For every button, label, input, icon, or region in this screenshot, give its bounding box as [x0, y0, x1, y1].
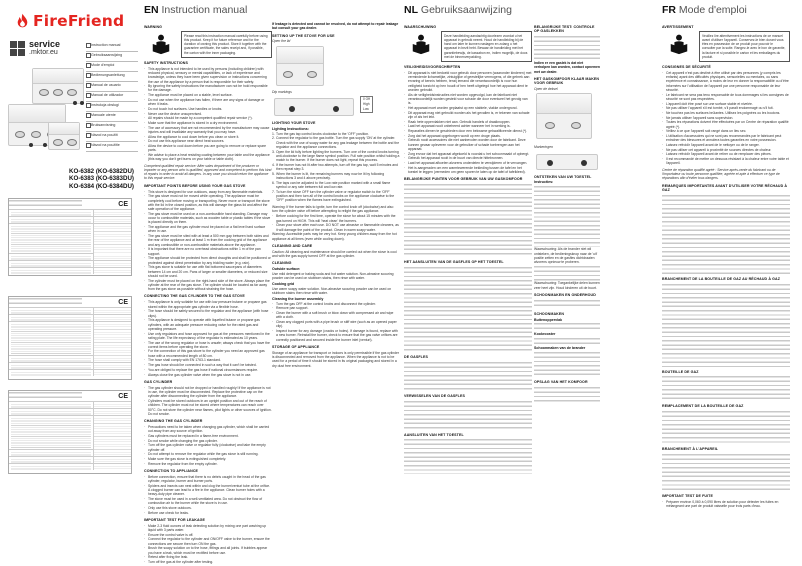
markings-caption: Markeringen	[534, 145, 553, 150]
list-item: · Ne jamais utiliser l'appareil sans supervision.	[662, 116, 790, 120]
list-item: · Dit apparaat is niet bedoeld voor gebruik door personen (waaronder kinderen) met verminderde lichamelijke, zintuiglijke of geestelijke vermogens, of die gebrek aan ervaring of kennis hebben, tenzij iemand die verantwoordelijk is voor hun veiligheid toezicht op hen houdt of hen heeft uitgelegd hoe het apparaat dient te worden gebruikt.	[404, 71, 532, 92]
list-item: · Allow the device to cool down before you are going to remove or replace spare parts.	[144, 144, 272, 153]
dial-markings-image	[272, 96, 400, 118]
changing-text	[404, 400, 532, 430]
list-item: · Reparaties dienen te geschieden door een bekwame gekwalificeerde dienst (*).	[404, 129, 532, 133]
list-item: · You are obliged to replace the gas hose if national circumstances require.	[144, 368, 272, 372]
connection-heading: CONNECTION TO APPLIANCE	[144, 468, 199, 473]
test-list	[144, 524, 272, 565]
tools-icon	[10, 41, 17, 48]
setup-caption: Open the lid	[272, 39, 291, 44]
cleaning-grid-text	[534, 337, 600, 345]
list-item: · Clean the burner with a soft brush or blow down with compressed air and wipe with a cloth.	[272, 311, 400, 320]
test-heading: BELANGRIJKE TEST: CONTROLE OP GASLEKKEN	[534, 25, 595, 34]
connecting-text	[404, 266, 532, 352]
care-text	[534, 299, 600, 309]
list-item: · Préparer environ 0,060 à 0,090 litres de solution pour détecter les fuites en mélangeant une part de produit vaisselle pour trois parts d'eau.	[662, 500, 790, 509]
cleaning-burner-list	[272, 302, 400, 342]
lighting-heading: ONTSTEKEN VAN UW TOESTEL	[534, 174, 592, 179]
list-item: · Remove the regulator from the empty cylinder.	[144, 462, 272, 466]
warning-text: Please read this instruction manual carefully before using this product. Keep it for future reference and for the duration of owning this product. Store it together with the guarantee certificate, the sales receipt and, if possible, the carton with the inner packaging.	[181, 31, 272, 58]
cleaning-heading: SCHOONMAKEN	[534, 311, 565, 316]
list-item: · Use only regulators and hose approved for gas at the pressures mentioned in the rating plate. The life expectancy of the regulator is estimated as 10 years.	[144, 332, 272, 341]
flame-icon	[14, 13, 31, 29]
connection-heading: AANSLUITEN VAN HET TOESTEL	[404, 432, 464, 437]
warning-box	[662, 31, 790, 62]
list-item: · All repairs should be made by a competent qualified repair service (*).	[144, 116, 272, 120]
declaration-table-1	[8, 198, 132, 276]
list-item: · This gas stove is suitable for use with flat bottomed saucepans of diameters between 14 cm and 20 cm. Pans of larger or smaller diameters, or reduced size should not be used.	[144, 265, 272, 278]
list-item: · Zorg ervoor dat het apparaat afgekoeld is voordat u het schoonmaakt of opbergt.	[404, 152, 532, 156]
list-item: · This stove is designed for use outdoors, away from any flammable materials.	[144, 190, 272, 194]
list-item: · The appliance should be protected from direct draughts and shall be positioned or protected against direct penetration by any trickling water (e.g. rain).	[144, 256, 272, 265]
declaration-table-2	[8, 296, 132, 380]
storage-heading: OPSLAG VAN HET KOMFOOR	[534, 380, 588, 385]
lighting-subheading: Instructies:	[534, 180, 554, 185]
list-item: · Il est recommandé de mettre un dessous résistant à la chaleur entre votre table et l'appareil.	[662, 157, 790, 166]
list-item: · The hose should be safely secured to the regulator and the appliance (with hose clips).	[144, 309, 272, 318]
read-manual-icon	[144, 31, 178, 57]
changing-heading: REMPLACEMENT DE LA BOUTEILLE DE GAZ	[662, 404, 744, 409]
cleaning-grid-heading: Cooking grid	[272, 281, 295, 286]
language-item: Instruction manual	[86, 42, 138, 52]
list-item: · Never use the device unsupervised.	[144, 112, 272, 116]
service-url: .mktor.eu	[29, 49, 58, 56]
step-item: Connect the regulator to the gas bottle. Turn the gas supply 'ON' at the cylinder. Check with the use of soapy water for any gas leakage between the bottle and the regulator and the appliance connections.	[276, 136, 400, 149]
language-item: Manual de usuario	[86, 82, 138, 92]
open-lid-image	[272, 46, 400, 88]
care-heading: SCHOONMAKEN EN ONDERHOUD	[534, 293, 596, 298]
service-icons	[10, 41, 25, 56]
list-item: · Brush the soapy solution on to the hose, fittings and all joints. If bubbles appear you have a leak, which must be rectified before use.	[144, 546, 272, 555]
setup-heading: SETTING UP THE STOVE FOR USE	[272, 33, 335, 38]
cylinder-list	[144, 386, 272, 416]
section-title-text: Gebruiksaanwijzing	[420, 4, 512, 16]
connection-heading: BRANCHEMENT À L'APPAREIL	[662, 447, 719, 452]
language-item: Manuale utente	[86, 112, 138, 122]
language-code: NL	[404, 4, 418, 16]
list-item: · This appliance is not intended to be used by persons (including children) with reduced physical, sensory or mental capabilities, or lack of experience and knowledge, unless they have been given supervision or instructions concerning the use of the appliance by a person that is responsible for their safety.	[144, 67, 272, 84]
cleaning-burner-heading: Schoonmaken van de brander	[534, 346, 586, 351]
section-title	[662, 4, 747, 16]
list-item: · Het is aangeraden om een warmtewerende bekleding tussen de tafel en het toestel te leggen (vermeden om geen sporen te laten op de tafel of tafelkleed).	[404, 166, 532, 175]
list-item: · Do not smoke while changing the gas cylinder.	[144, 439, 272, 443]
list-item: · Turn off the gas at the cylinder after testing.	[144, 560, 272, 564]
list-item: · Ne pas utiliser l'appareil s'il est tombé, s'il paraît endommagé ou s'il fuit.	[662, 106, 790, 110]
list-item: · Always close the gas cylinder valve when the gas stove is not in use.	[144, 373, 272, 377]
brand-logo	[14, 12, 124, 30]
warning-note-1: Waarschuwing: Als de brander niet wil ontsteken, de bedieningsknop naar de 'uit' positie zetten en de gasfles dichtdraaien alvorens opnieuw te proberen.	[534, 247, 598, 265]
connecting-heading: BRANCHEMENT DE LA BOUTEILLE DE GAZ AU RÉCHAUD À GAZ	[662, 276, 781, 281]
section-title	[144, 4, 247, 16]
important-list	[144, 190, 272, 292]
list-item: · The stove must be used in a well-ventilated area. Do not obstruct the flow of combustion air to the burner while the stove is in use.	[144, 497, 272, 506]
important-text	[404, 183, 532, 257]
warning-note-2: Warning: Accessible parts may be very hot. Keep young children away from the hot appliance at all times (even while cooling down).	[272, 232, 397, 241]
safety-heading: SAFETY INSTRUCTIONS	[144, 60, 188, 65]
product-image-4-burner	[32, 68, 84, 104]
list-item: · Allow the appliance to cool down before you clean or store it.	[144, 135, 272, 139]
language-item: Manual de utilizador	[86, 92, 138, 102]
ce-mark: CE	[118, 299, 128, 306]
list-item: · Only use this stove outdoors.	[144, 506, 272, 510]
warning-box	[144, 31, 272, 58]
list-item: · Ne touchez pas les surfaces brûlantes. Utilisez les poignées ou les boutons.	[662, 111, 790, 115]
list-item: · The gas stove must be sited with at least a 500 mm gap between both sides and the rear of the appliance and at least 1 m from the cooking grid of the appliance and any combustible or non-combustible materials above the appliance.	[144, 234, 272, 247]
list-item: · Clean your stove after each use. DO NOT use abrasive or flammable cleaners, as it will damage the paint of the product. Clean in warm soapy water.	[272, 223, 400, 232]
list-item: · Dit apparaat mag niet gebruikt worden als het gevallen is, er tekenen van schade zijn of als het lekt.	[404, 111, 532, 120]
list-item: · The use of accessory that are not recommended by the manufacturer may cause injuries and will invalidate any warranty that you may have.	[144, 126, 272, 135]
list-item: · L'appareil doit être posé sur une surface stable et nivelée.	[662, 102, 790, 106]
brand-name: FireFriend	[33, 12, 125, 30]
list-item: · Turn off the gas cylinder valve or regulator fully (clockwise) and take the empty cylinder off.	[144, 443, 272, 452]
safety-heading: CONSIGNES DE SÉCURITÉ	[662, 65, 711, 70]
test-heading: IMPORTANT TEST DE FUITE	[662, 493, 713, 498]
storage-text	[534, 386, 600, 404]
list-item: · Do not attempt to remove the regulator while the gas stove is still running.	[144, 452, 272, 456]
important-heading: REMARQUES IMPORTANTES AVANT D'UTILISER VOTRE RÉCHAUD À GAZ	[662, 183, 788, 192]
section-title-text: Mode d'emploi	[678, 4, 747, 16]
important-heading: IMPORTANT POINTS BEFORE USING YOUR GAS STOVE	[144, 183, 246, 188]
warning-heading: WARNING	[144, 25, 163, 29]
list-item: · L'utilisation d'accessoires qui ne sont pas recommandés par le fabricant peut entraîner des blessures et annulera toutes garanties en votre possession.	[662, 134, 790, 143]
legend-off: 0 Off	[363, 96, 370, 101]
warning-heading: WAARSCHUWING	[404, 25, 437, 29]
setup-heading: HET GASKOMFOOR KLAAR MAKEN VOOR GEBRUIK	[534, 76, 600, 86]
cylinder-heading: GAS CYLINDER	[144, 379, 173, 384]
connecting-text	[662, 283, 790, 367]
step-item: Open the lid fully before lighting the burners. Turn one of the control knobs turning anti-clockwise to the large flame symbol position. Full rate position whilst holding a match to the burner. If the burner does not light, repeat this process.	[276, 149, 400, 163]
important-heading: BELANGRIJKE PUNTEN VOOR GEBRUIK VAN UW GASKOMFOOR	[404, 177, 523, 182]
nl-column-2	[534, 22, 600, 404]
care-heading: CLEANING AND CARE	[272, 243, 313, 248]
list-item: · Precautions need to be taken when changing gas cylinder, which shall be carried out away from any source of ignition.	[144, 425, 272, 434]
test-list	[662, 500, 790, 509]
language-item: Bedienungsanleitung	[86, 72, 138, 82]
care-text: Caution: All cleaning and maintenance should be carried out when the stove is cool and with the gas supply turned OFF at the gas cylinder.	[272, 249, 397, 258]
list-item: · Laat het apparaat afkoelen alvorens onderdelen te verwijderen of te vervangen.	[404, 161, 532, 165]
connecting-heading: HET AANSLUITEN VAN DE GASFLES OP HET TOESTEL	[404, 260, 504, 265]
list-item: · Remove pan support.	[272, 306, 400, 310]
list-item: · Veillez à ce que l'appareil soit rangé dans un lieu sec.	[662, 129, 790, 133]
list-item: · Ensure the control valve is off.	[144, 533, 272, 537]
connection-list	[144, 475, 272, 515]
list-item: · Retest after fixing the leak.	[144, 555, 272, 559]
changing-text	[662, 410, 790, 444]
changing-heading: CHANGING THE GAS CYLINDER	[144, 419, 203, 424]
section-title-text: Instruction manual	[161, 4, 248, 16]
list-item: · Cylinders must be stored outdoors in an upright position and out of the reach of children. The cylinder must not be stored where temperatures can reach over 50°C. Do not store the cylinder near flames, pilot lights or other sources of ignition. Do not smoke.	[144, 399, 272, 416]
legend-high: High	[363, 101, 370, 106]
list-item: · Laissez refroidir l'appareil avant de le nettoyer ou de le ranger.	[662, 143, 790, 147]
step-item: The taps can be adjusted to the Low rate position marked with a small flame symbol or any rate between full and low rate.	[276, 180, 391, 190]
leak-note: If leakage is detected and cannot be resolved, do not attempt to repair leakage but consult your gas dealer.	[272, 22, 399, 31]
list-item: · Spiders and insects can nest within and clog the burner/venturi tube at the orifice. A clogged burner can lead to a fire in the appliance. Clean burner holes with a heavy-duty pipe cleaner.	[144, 484, 272, 497]
list-item: · The gas cylinder should not be dropped or handled roughly! If the appliance is not in use, the cylinder must be disconnected. Replace the protective cap on the cylinder after disconnecting the cylinder from the appliance.	[144, 386, 272, 399]
knob-legend	[360, 96, 373, 113]
list-item: · Before cooking for the first time, operate the stove for about 15 minutes with the gas turned on HIGH. This will 'heat clean' the burners.	[272, 214, 400, 223]
cleaning-outside-heading: Outside surface:	[272, 267, 301, 272]
cleaning-burner-text	[534, 351, 600, 377]
list-item: · Zorg dat het apparaat opgeborgen wordt op een droge plaats.	[404, 134, 532, 138]
list-item: · This appliance is only suitable for use with low pressure butane or propane gas stored within the appropriate gas cylinder via a flexible hose.	[144, 300, 272, 309]
cover-page	[0, 0, 136, 566]
english-section	[140, 0, 402, 566]
list-item: · The appliance must be placed on a stable, level surface.	[144, 93, 272, 97]
dial-markings-image	[534, 152, 600, 172]
list-item: · The gas stove must be used on a non-combustible hard standing. Damage may occur to combustible materials, such as wooden table or plastic tables if the stove is placed directly on them.	[144, 212, 272, 225]
lighting-subheading: Lighting Instructions:	[272, 126, 309, 131]
markings-caption: Dip markings	[272, 89, 292, 94]
list-item: · Turn the gas OFF at the control knobs and disconnect the cylinder.	[272, 302, 400, 306]
cart-icon	[10, 49, 17, 56]
lighting-heading: LIGHTING YOUR STOVE	[272, 120, 316, 125]
list-item: · The cylinder must be placed on the right-hand side of the stove. Always place the cylinder at the rear of the gas stove. The cylinder should be located as far away from the gas stove as possible without straining the hose.	[144, 279, 272, 292]
legend-low: Low	[363, 106, 369, 111]
cleaning-burner-heading: Cleaning the burner assembly	[272, 296, 324, 301]
list-item: · The hose shall comply with EN 1763-1 standard.	[144, 358, 272, 362]
nl-column-1	[404, 22, 532, 474]
warning-note-1: Warning: If the burner fails to ignite, turn the control knob off (clockwise) and also turn the cylinder valve off before attempting to relight the gas appliance.	[272, 204, 394, 213]
list-item: · Laat het apparaat nooit onbeheerd achter wanneer het in werking is.	[404, 124, 532, 128]
before-list	[272, 214, 400, 232]
list-item: · Toutes les réparations doivent être effectuées par un Centre de réparation qualifié agréé (*).	[662, 120, 790, 129]
language-item: Instrukcja obsługi	[86, 102, 138, 112]
model-number: KO-6383 (KO-6383DU)	[69, 175, 134, 183]
list-item: · Als de veiligheidsinstructies niet worden opgevolgd, kan de fabrikant niet verantwoordelijk worden gesteld voor schade die door eventueel het gevolg van is.	[404, 93, 532, 106]
fr-column	[662, 22, 790, 509]
cylinder-heading: DE GASFLES	[404, 354, 428, 359]
warning-box	[404, 31, 532, 62]
safety-heading: VEILIGHEIDSVOORSCHRIFTEN	[404, 65, 461, 70]
list-item: · Do not use this appliance near direct heat sources.	[144, 139, 272, 143]
language-list	[86, 42, 138, 152]
step-item: If the burner has not lit after two attempts, turn off the gas tap, wait 5 minutes and then repeat step 3.	[276, 162, 398, 172]
safety-list	[144, 67, 272, 162]
list-item: · The use of the wrong regulator or hose is unsafe; always check that you have the correct items before operating the stove.	[144, 341, 272, 350]
read-manual-icon	[662, 31, 696, 57]
lighting-steps	[272, 132, 400, 203]
repair-note: Centre de réparation qualifié agréé : Service après-vente du fabricant ou de l'importateur ou toute personne qualifiée, agréée et apte à effectuer ce type de réparations afin d'éviter tous dangers.	[662, 167, 780, 181]
list-item: · The gas hose should be connected in such a way that it can't be twisted.	[144, 363, 272, 367]
list-item: · The appliance and the gas cylinder must be placed on a flat level hard surface when in use.	[144, 225, 272, 234]
repair-note: Competent qualified repair service: After sales department of the producer or importer or any person who is qualified, approved and competent to perform this kind of repairs in order to avoid all dangers. In any case you should return the appliance to this repair service.	[144, 163, 272, 181]
declaration-table-3	[8, 390, 132, 474]
cleaning-grid-heading: Kookrooster	[534, 331, 556, 336]
connection-text	[662, 453, 790, 491]
en-column-2	[272, 22, 400, 369]
connection-text	[404, 438, 532, 474]
list-item: · Do not use when the appliance has fallen, if there are any signs of damage or when it leaks.	[144, 98, 272, 107]
step-item: To turn the stove OFF turn the cylinder valve or regulator switch to the 'OFF' position and then turn all of the control knobs on the appliance clockwise to the 'OFF' position when the flames have extinguished.	[276, 189, 395, 203]
connecting-heading: CONNECTING THE GAS CYLINDER TO THE GAS STOVE	[144, 294, 245, 299]
section-title	[404, 4, 512, 16]
language-code: EN	[144, 4, 159, 16]
lighting-steps	[534, 185, 600, 247]
list-item: · Gas cylinders must be replaced in a flame-free environment.	[144, 434, 272, 438]
read-manual-icon	[404, 31, 438, 57]
list-item: · Connect the regulator to the cylinder and ON/OFF valve to the burner, ensure the connections are secure then turn ON the gas.	[144, 537, 272, 546]
cleaning-heading: CLEANING	[272, 261, 292, 266]
test-heading: IMPORTANT TEST FOR LEAKAGE	[144, 517, 206, 522]
cleaning-outside-text	[534, 322, 600, 330]
list-item: · The gas stove must not be moved while operating. The appliance must be completely cool before moving or transporting. Never move or transport the stove with the lid in the closed position, as this will damage the glass lid and affect the safe operation of the appliance.	[144, 194, 272, 211]
cleaning-outside-text: Use mild detergent or baking soda and hot water solution. Non-abrasive scouring powder can be used on stubborn stains, then rinse with water.	[272, 271, 394, 281]
service-badge	[10, 40, 60, 56]
list-item: · Make sure the gas stove is extinguished completely.	[144, 457, 272, 461]
list-item: · Laissez refroidir l'appareil avant de retirer ou de remplacer des pièces.	[662, 152, 790, 156]
ce-mark: CE	[118, 393, 128, 400]
warning-note-2: Waarschuwing: Toegankelijke delen kunnen zeer heet zijn. Houd kinderen uit de buurt.	[534, 281, 600, 290]
language-item: Návod na použití	[86, 132, 138, 142]
list-item: · Gebruik nooit accessoires die niet aanbevolen worden door de fabrikant. Deze kunnen gevaar opleveren voor de gebruiker of schade toebrengen aan het apparaat.	[404, 138, 532, 151]
list-item: · Clean any clogged ports with a pipe brush or stiff wire (such as an opened paper clip).	[272, 320, 400, 329]
list-item: · Le fabricant ne sera pas tenu responsable de tous dommages si les consignes de sécurité ne sont pas respectées.	[662, 93, 790, 102]
step-item: Turn the gas tap control knobs clockwise to the 'OFF' position.	[276, 131, 370, 136]
setup-caption: Open de deksel	[534, 87, 558, 92]
model-number: KO-6382 (KO-6382DU)	[69, 168, 134, 175]
before-text	[534, 265, 600, 281]
list-item: · It is important that there are no overhead obstructions within 1 m of the pan support.	[144, 247, 272, 256]
warning-text: Deze handleiding aandachtig doorlezen voordat u het apparaat in gebruik neemt. Houd de handleiding bij de hand om later te kunnen naslagen en zolang u het apparaat in bezit hebt. Bewaar de handleiding met het garantiebewijs, de kassabon en, indien mogelijk, de doos met de binnenverpakking.	[441, 31, 532, 62]
open-lid-image	[534, 93, 600, 143]
storage-text: Storage of an appliance for transport or indoors is only permissible if the gas cylinder is disconnected and removed from the appliance. When the appliance is not to be used for a period of time it should be stored in its original packaging and stored in a dry dust free environment.	[272, 350, 400, 368]
warning-heading: AVERTISSEMENT	[662, 25, 694, 29]
list-item: · Inspect burner for any damage (cracks or holes). If damage is found, replace with a new burner. Reinstall the burner, check to ensure that the gas valve orifices are correctly positioned and secured inside the burner inlet (venturi).	[272, 329, 400, 342]
list-item: · We advise to place a heat resisting coating between your table and the appliance (this way you don't get burns on your table or table cloth).	[144, 153, 272, 162]
test-text	[534, 35, 600, 61]
cleaning-outside-heading: Buitenoppervlak	[534, 317, 563, 322]
list-item: · Het apparaat moet worden geplaatst op een stabiele, vlakke ondergrond.	[404, 106, 532, 110]
list-item: · By ignoring the safety instructions the manufacturer can not be hold responsible for the damage.	[144, 84, 272, 93]
important-text	[662, 194, 790, 274]
service-label: service	[29, 39, 61, 49]
safety-list	[404, 71, 532, 175]
model-number: KO-6384 (KO-6384DU)	[69, 182, 134, 190]
language-code: FR	[662, 4, 676, 16]
cleaning-grid-text: Use warm soapy water solution. Non-abrasive scouring powder can be used on stubborn stains then rinse with water.	[272, 286, 392, 295]
french-section	[600, 0, 802, 566]
gear-icon	[18, 49, 25, 56]
list-item: · Raak hete oppervlakken niet aan. Gebruik handels of draaiknoppen.	[404, 120, 532, 124]
list-item: · Gebruik het apparaat nooit in de buurt van directe hittebronnen.	[404, 156, 532, 160]
model-numbers	[64, 168, 134, 190]
list-item: · Ne pas utiliser cet appareil à proximité de sources directes de chaleur.	[662, 148, 790, 152]
changing-heading: VERWISSELEN VAN DE GASFLES	[404, 393, 465, 398]
cylinder-text	[662, 375, 790, 401]
cylinder-text	[404, 361, 532, 391]
ce-mark: CE	[118, 201, 128, 208]
warning-text: Veuillez lire attentivement les instructions de ce manuel avant d'utiliser l'appareil. Conservez-le bien durant vous êtes en possession de ce produit pour pouvoir le consulter par la suite. Rangez-le avec le bon de garantie, la facture et si possible le carton et les emballages du produit.	[699, 31, 790, 62]
list-item: · Cet appareil n'est pas destiné à être utilisé par des personnes (y compris les enfants) ayant des difficultés physiques, sensorielles ou mentales, ou sans expérience et connaissance, à moins de leur en donner la responsabilité ou d'être informées sur l'utilisation de l'appareil par une personne responsable de leur sécurité.	[662, 71, 790, 92]
step-item: When the burner is lit, the remaining burners may now be lit by following instructions 3 and 4 above precisely.	[276, 171, 385, 181]
safety-list	[662, 71, 790, 166]
cylinder-heading: BOUTEILLE DE GAZ	[662, 369, 699, 374]
storage-heading: STORAGE OF APPLIANCE	[272, 344, 320, 349]
list-item: · Make sure that the appliance is stored in a dry environment.	[144, 121, 272, 125]
product-image-2-burner	[48, 122, 80, 150]
changing-list	[144, 425, 272, 466]
en-column-1	[144, 22, 272, 565]
language-item: Návod na použitie	[86, 142, 138, 152]
language-item: Mode d'emploi	[86, 62, 138, 72]
list-item: · Make 2-3 fluid ounces of leak detecting solution by mixing one part washing up liquid with 3 parts water.	[144, 524, 272, 533]
list-item: · Before connection, ensure that there is no debris caught in the head of the gas cylinder, regulator, burner and burner ports.	[144, 475, 272, 484]
leak-note: Indien er een gaslek is dat niet verholpen kan worden, contact opnemen met uw dealer.	[534, 61, 600, 74]
connecting-list	[144, 300, 272, 377]
language-item: Bruksanvisning	[86, 122, 138, 132]
list-item: · This appliance is designed to operate with liquefied butane or propane gas cylinders, with an adequate pressure reducing valve for the rated gas and operating pressure.	[144, 318, 272, 331]
list-item: · Before use check for leaks.	[144, 511, 272, 515]
language-item: Gebruiksaanwijzing	[86, 52, 138, 62]
list-item: · Do not touch hot surfaces. Use handles or knobs.	[144, 107, 272, 111]
list-item: · For the connection of this gas stove to the cylinder you need an approved gas hose with a recommended length of 80 cm.	[144, 349, 272, 358]
phone-icon	[18, 41, 25, 48]
